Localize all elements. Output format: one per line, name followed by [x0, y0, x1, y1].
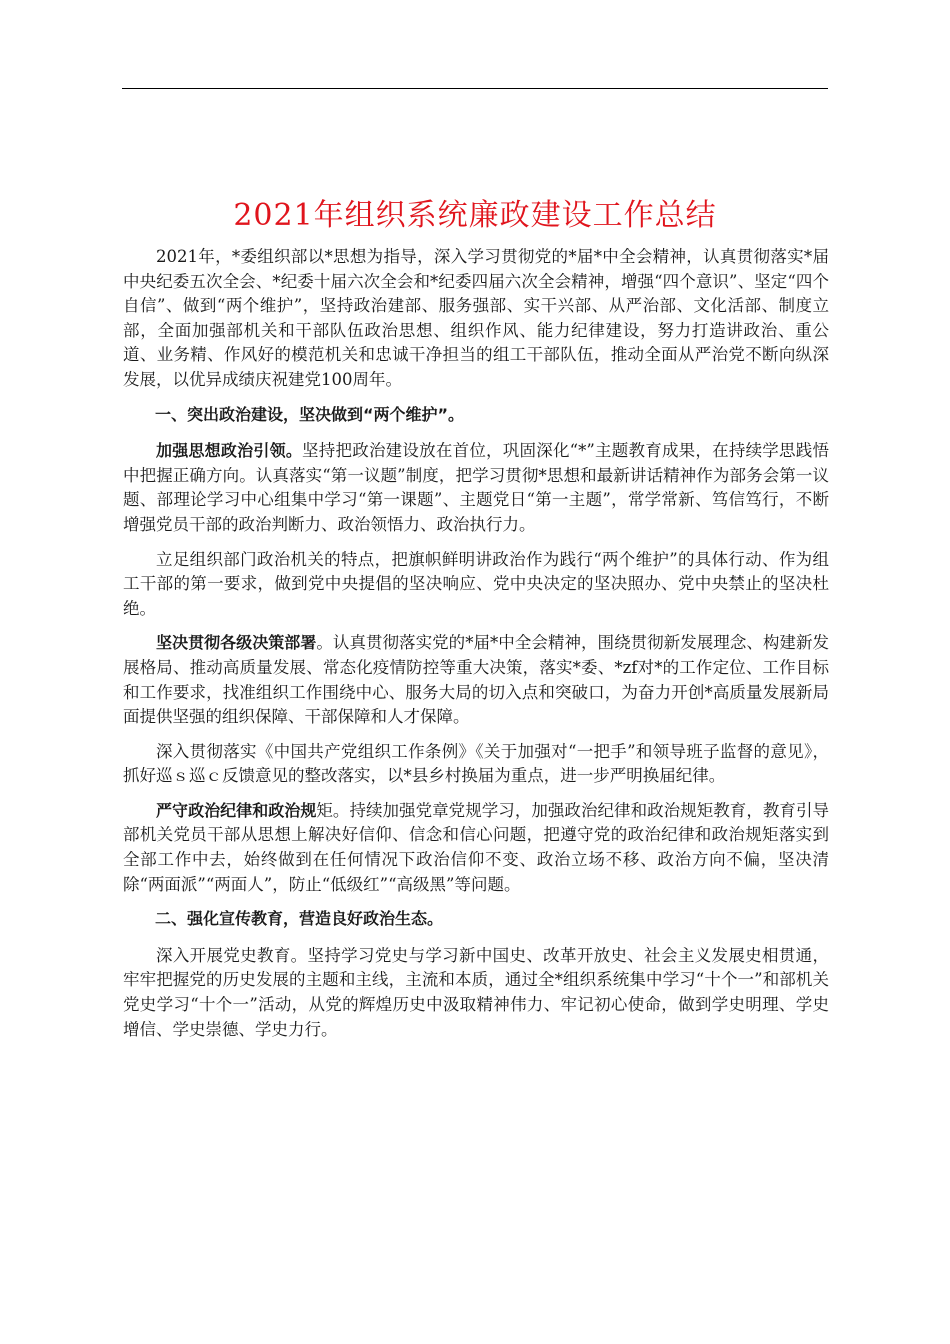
paragraph-text: 深入贯彻落实《中国共产党组织工作条例》《关于加强对“一把手”和领导班子监督的意见》，抓好巡ｓ巡ｃ反馈意见的整改落实，以*县乡村换届为重点，进一步严明换届纪律。 — [123, 741, 829, 786]
body-paragraph — [123, 944, 829, 1042]
document-body — [123, 245, 829, 1052]
section-heading-1 — [123, 403, 829, 428]
document-title: 2021年组织系统廉政建设工作总结 — [233, 198, 717, 233]
paragraph-text: 深入开展党史教育。坚持学习党史与学习新中国史、改革开放史、社会主义发展史相贯通，牢牢把握党的历史发展的主题和主线，主流和本质，通过全*组织系统集中学习“十个一”和部机关党史学习“十个一”活动，从党的辉煌历史中汲取精神伟力、牢记初心使命，做到学史明理、学史增信、学史崇德、学史力行。 — [123, 945, 829, 1039]
paragraph-lead: 严守政治纪律和政治规 — [156, 800, 317, 820]
body-paragraph — [123, 631, 829, 729]
heading-text: 一、突出政治建设，坚决做到“两个维护”。 — [155, 404, 465, 424]
body-paragraph — [123, 740, 829, 789]
paragraph-text: 矩。持续加强党章党规学习，加强政治纪律和政治规矩教育，教育引导部机关党员干部从思想上解决好信仰、信念和信心问题，把遵守党的政治纪律和政治规矩落实到全部工作中去，始终做到在任何情况下政治信仰不变、政治立场不移、政治方向不偏，坚决清除“两面派”“两面人”，防止“低级红”“高级黑”等问题。 — [123, 800, 829, 894]
paragraph-lead: 坚决贯彻各级决策部署 — [156, 633, 317, 653]
body-paragraph — [123, 548, 829, 622]
paragraph-lead: 加强思想政治引领。 — [156, 441, 303, 461]
intro-paragraph — [123, 245, 829, 393]
paragraph-text: 。认真贯彻落实党的*届*中全会精神，围绕贯彻新发展理念、构建新发展格局、推动高质量发展、常态化疫情防控等重大决策，落实*委、*zf对*的工作定位、工作目标和工作要求，找准组织工作围绕中心、服务大局的切入点和突破口，为奋力开创*高质量发展新局面提供坚强的组织保障、干部保障和人才保障。 — [123, 633, 829, 727]
paragraph-text: 立足组织部门政治机关的特点，把旗帜鲜明讲政治作为践行“两个维护”的具体行动、作为组工干部的第一要求，做到党中央提倡的坚决响应、党中央决定的坚决照办、党中央禁止的坚决杜绝。 — [123, 549, 829, 618]
paragraph-text: 坚持把政治建设放在首位，巩固深化“*”主题教育成果，在持续学思践悟中把握正确方向。认真落实“第一议题”制度，把学习贯彻*思想和最新讲话精神作为部务会第一议题、部理论学习中心组集中学习“第一课题”、主题党日“第一主题”，常学常新、笃信笃行，不断增强党员干部的政治判断力、政治领悟力、政治执行力。 — [123, 441, 829, 534]
section-heading-2 — [123, 907, 829, 932]
header-rule — [122, 88, 828, 89]
body-paragraph — [123, 439, 829, 537]
paragraph-text: 2021年，*委组织部以*思想为指导，深入学习贯彻党的*届*中全会精神，认真贯彻落实*届中央纪委五次全会、*纪委十届六次全会和*纪委四届六次全会精神，增强“四个意识”、坚定“四个自信”、做到“两个维护”，坚持政治建部、服务强部、实干兴部、从严治部、文化活部、制度立部，全面加强部机关和干部队伍政治思想、组织作风、能力纪律建设，努力打造讲政治、重公道、业务精、作风好的模范机关和忠诚干净担当的组工干部队伍，推动全面从严治党不断向纵深发展，以优异成绩庆祝建党100周年。 — [123, 247, 829, 389]
heading-text: 二、强化宣传教育，营造良好政治生态。 — [155, 909, 444, 929]
body-paragraph — [123, 799, 829, 897]
